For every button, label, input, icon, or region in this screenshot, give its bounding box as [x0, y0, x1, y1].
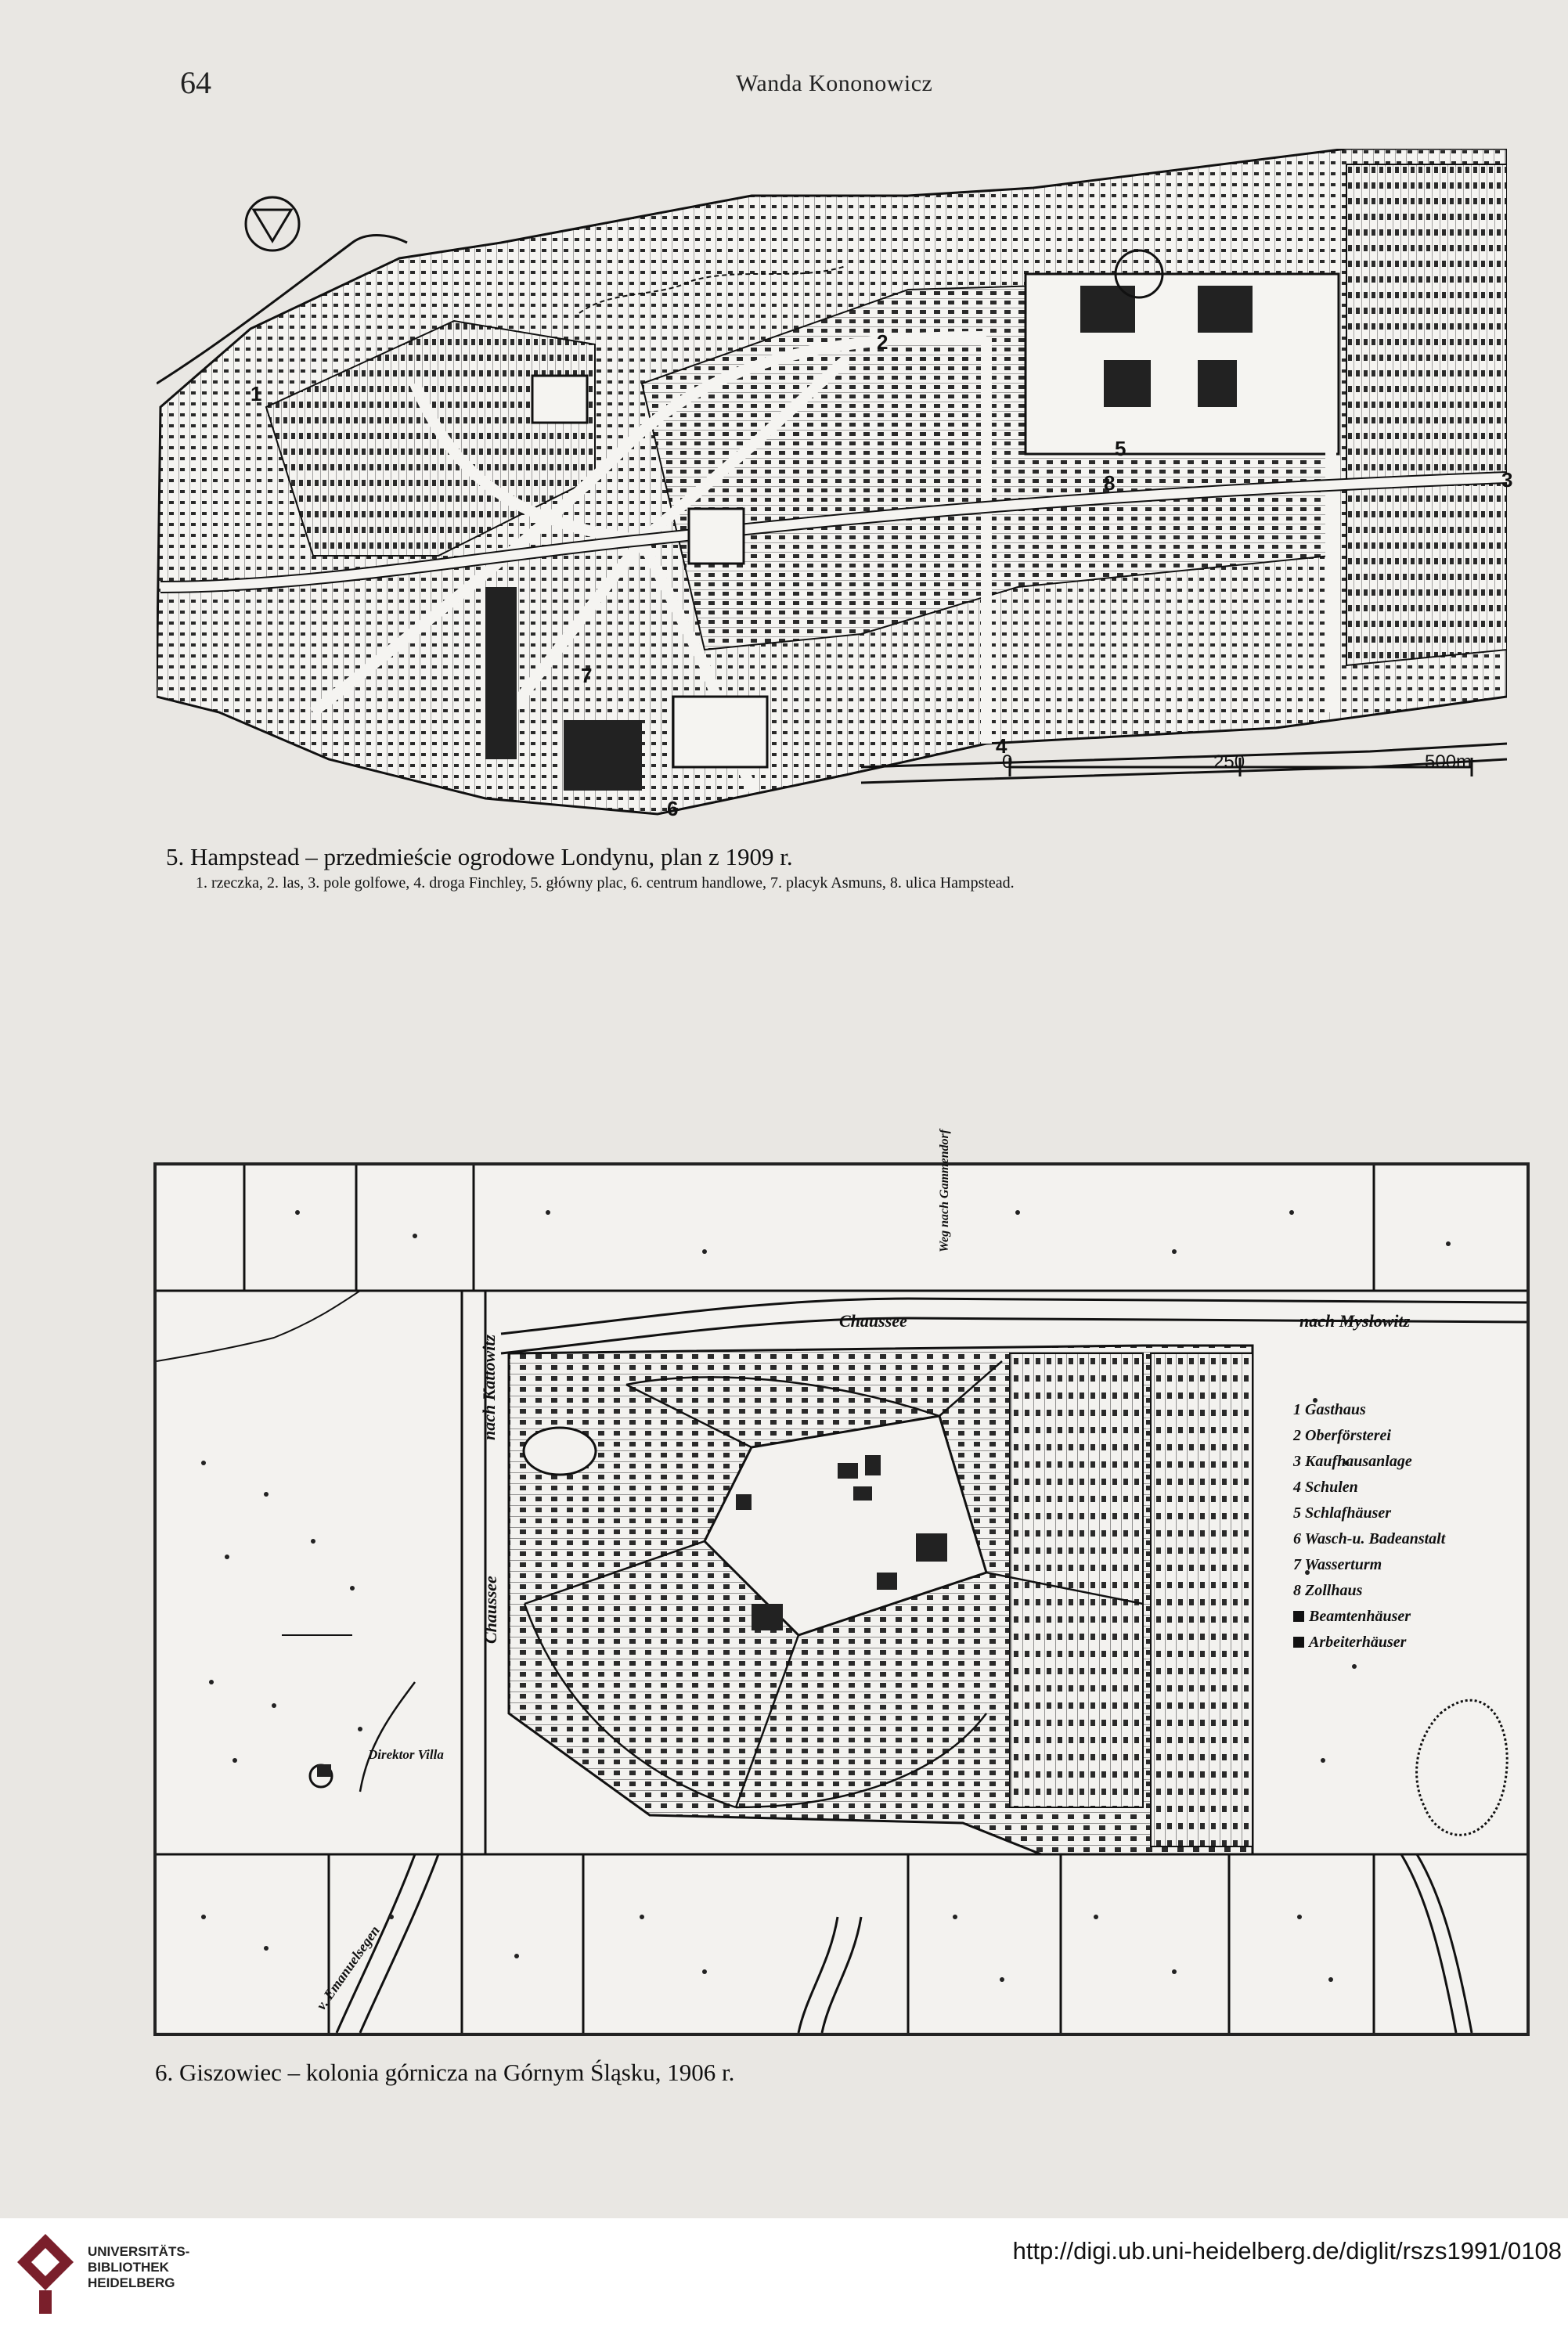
library-line: BIBLIOTHEK	[88, 2260, 169, 2275]
legend-item	[1293, 1552, 1445, 1578]
map-label-4: 4	[996, 734, 1007, 758]
legend-number: 2	[1293, 1427, 1301, 1444]
legend-swatch-label: Beamtenhäuser	[1309, 1608, 1411, 1625]
street-label-v-emanuelsegen: v. Emanuelsegen	[313, 1922, 383, 2013]
swatch-icon	[1293, 1637, 1304, 1648]
map-label-3: 3	[1501, 468, 1513, 492]
street-label-nach-myslowitz: nach Myslowitz	[1299, 1311, 1411, 1331]
swatch-icon	[1293, 1611, 1304, 1622]
legend-label: Kaufhausanlage	[1305, 1453, 1412, 1470]
legend-label: Wasserturm	[1304, 1556, 1382, 1573]
legend-number: 3	[1293, 1453, 1301, 1470]
legend-item	[1293, 1578, 1445, 1604]
legend-item	[1293, 1475, 1445, 1501]
legend-item	[1293, 1397, 1445, 1423]
legend-number: 6	[1293, 1530, 1301, 1547]
street-label-nach-kattowitz: nach Kattowitz	[479, 1334, 499, 1440]
hampstead-plan-drawing	[157, 149, 1507, 822]
library-name	[88, 2244, 189, 2291]
legend-number: 4	[1293, 1479, 1301, 1496]
legend-label: Gasthaus	[1305, 1401, 1366, 1418]
legend-number: 1	[1293, 1401, 1301, 1418]
map-label-2: 2	[877, 330, 889, 354]
page-number: 64	[180, 65, 211, 100]
legend-label: Zollhaus	[1305, 1582, 1363, 1599]
legend-item	[1293, 1501, 1445, 1526]
scale-end: 500m	[1425, 751, 1472, 773]
map-label-8: 8	[1104, 471, 1116, 495]
legend-label: Oberförsterei	[1305, 1427, 1391, 1444]
legend-item	[1293, 1449, 1445, 1475]
legend-number: 7	[1293, 1556, 1301, 1573]
figure-6-caption: 6. Giszowiec – kolonia górnicza na Górnym Śląsku, 1906 r.	[155, 2059, 735, 2086]
legend-item	[1293, 1423, 1445, 1449]
hampstead-plan-map	[157, 149, 1507, 822]
source-url-link[interactable]: http://digi.ub.uni-heidelberg.de/diglit/rszs1991/0108	[1012, 2237, 1562, 2264]
map-label-6: 6	[667, 797, 679, 820]
legend-label: Wasch-u. Badeanstalt	[1304, 1530, 1446, 1547]
university-library-logo-icon	[14, 2231, 77, 2317]
north-arrow-icon	[243, 194, 302, 254]
legend-swatch-item	[1293, 1604, 1445, 1630]
footer-bar	[0, 2218, 1568, 2331]
scale-mid: 250	[1213, 751, 1245, 773]
legend-item	[1293, 1526, 1445, 1552]
legend-number: 5	[1293, 1504, 1301, 1522]
figure-5-legend: 1. rzeczka, 2. las, 3. pole golfowe, 4. droga Finchley, 5. główny plac, 6. centrum handlowe, 7. placyk Asmuns, 8. ulica Hampstead.	[196, 874, 1015, 892]
legend-label: Schlafhäuser	[1305, 1504, 1392, 1522]
legend-label: Schulen	[1305, 1479, 1358, 1496]
figure-5-caption: 5. Hampstead – przedmieście ogrodowe Londynu, plan z 1909 r.	[166, 843, 793, 870]
legend-number: 8	[1293, 1582, 1301, 1599]
legend-swatch-item	[1293, 1630, 1445, 1655]
street-label-direktor-villa: Direktor Villa	[368, 1747, 444, 1762]
map-label-1: 1	[251, 382, 262, 405]
legend-swatch-label: Arbeiterhäuser	[1309, 1634, 1407, 1651]
street-label-chaussee-left: Chaussee	[481, 1576, 500, 1644]
map-label-5: 5	[1115, 437, 1126, 460]
library-line: HEIDELBERG	[88, 2275, 175, 2290]
street-label-weg-nach-gammendorf: Weg nach Gammendorf	[938, 1129, 951, 1252]
street-label-chaussee-top: Chaussee	[839, 1311, 907, 1331]
giszowiec-legend	[1293, 1397, 1445, 1655]
running-head: Wanda Kononowicz	[736, 70, 933, 96]
scale-start: 0	[1002, 751, 1013, 773]
library-line: UNIVERSITÄTS-	[88, 2244, 190, 2259]
map-label-7: 7	[581, 664, 593, 687]
